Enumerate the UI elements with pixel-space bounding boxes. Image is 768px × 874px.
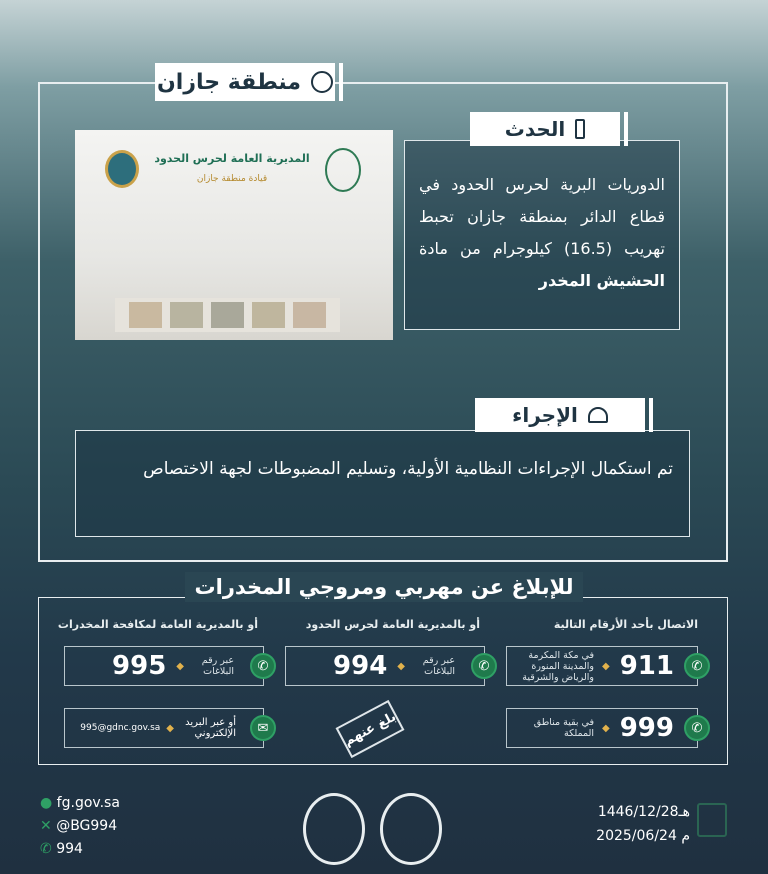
arrow-icon: ◆ bbox=[397, 660, 405, 672]
email-card[interactable]: ✉ أو عبر البريد الإلكتروني ◆ 995@gdnc.gov.sa bbox=[64, 708, 264, 748]
phone-icon: ✆ bbox=[684, 715, 710, 741]
region-title: منطقة جازان bbox=[155, 63, 335, 101]
calendar-icon bbox=[697, 803, 727, 837]
globe-icon: ● bbox=[40, 795, 53, 811]
phone-link[interactable]: ✆ 994 bbox=[40, 841, 83, 857]
saudi-emblem bbox=[380, 793, 442, 865]
event-header: الحدث bbox=[470, 112, 620, 146]
stamp: بلغ عنهم bbox=[336, 700, 405, 758]
search-map-icon bbox=[311, 71, 333, 93]
x-icon: ✕ bbox=[40, 818, 52, 834]
arrow-icon: ◆ bbox=[166, 722, 174, 734]
phone-994-card[interactable]: ✆ عبر رقم البلاغات ◆ 994 bbox=[285, 646, 485, 686]
arrow-icon: ◆ bbox=[176, 660, 184, 672]
phone-995-card[interactable]: ✆ عبر رقم البلاغات ◆ 995 bbox=[64, 646, 264, 686]
radio-icon bbox=[575, 119, 585, 139]
phone-999-card[interactable]: ✆ 999 ◆ في بقية مناطق المملكة bbox=[506, 708, 698, 748]
alarm-icon bbox=[588, 407, 608, 423]
emblem-icon bbox=[325, 148, 361, 192]
phone-icon: ✆ bbox=[40, 841, 52, 857]
footer-links bbox=[40, 792, 120, 861]
phone-icon: ✆ bbox=[684, 653, 710, 679]
phone-icon: ✆ bbox=[250, 653, 276, 679]
seized-packages bbox=[115, 298, 340, 332]
event-box: الدوريات البرية لحرس الحدود في قطاع الدائر بمنطقة جازان تحبط تهريب (16.5) كيلوجرام من مادة الحشيش المخدر bbox=[404, 140, 680, 330]
website-link[interactable]: ● fg.gov.sa bbox=[40, 795, 120, 811]
action-header: الإجراء bbox=[475, 398, 645, 432]
phone-911-card[interactable]: ✆ 911 ◆ في مكة المكرمة والمدينة المنورة والرياض والشرقية bbox=[506, 646, 698, 686]
emblem-icon bbox=[105, 150, 139, 188]
border-guard-emblem bbox=[303, 793, 365, 865]
arrow-icon: ◆ bbox=[602, 722, 610, 734]
seizure-photo: المديرية العامة لحرس الحدود قيادة منطقة جازان bbox=[75, 130, 393, 340]
mail-icon: ✉ bbox=[250, 715, 276, 741]
phone-icon: ✆ bbox=[471, 653, 497, 679]
arrow-icon: ◆ bbox=[602, 660, 610, 672]
x-link[interactable]: ✕ @BG994 bbox=[40, 818, 118, 834]
action-box: تم استكمال الإجراءات النظامية الأولية، وتسليم المضبوطات لجهة الاختصاص bbox=[75, 430, 690, 537]
